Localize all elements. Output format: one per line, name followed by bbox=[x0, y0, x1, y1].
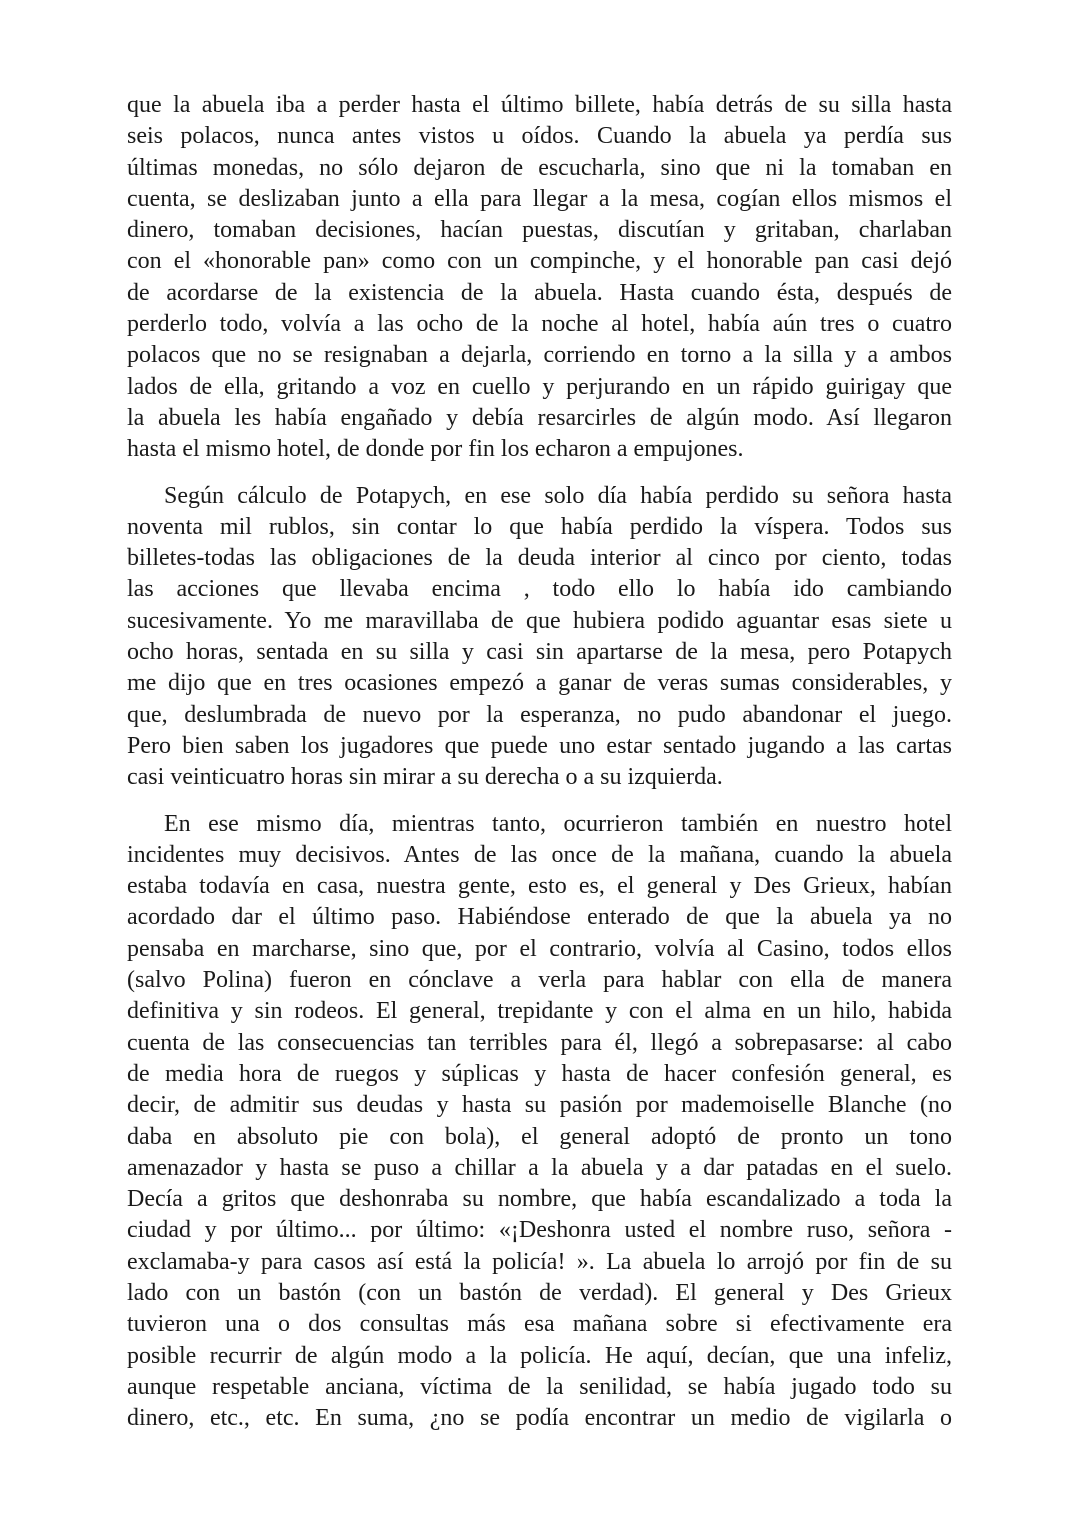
text-line: Decía a gritos que deshonraba su nombre, que había escandalizado a toda la bbox=[127, 1186, 952, 1213]
text-line: sucesivamente. Yo me maravillaba de que hubiera podido aguantar esas siete u bbox=[127, 607, 952, 634]
text-line: En ese mismo día, mientras tanto, ocurrieron también en nuestro hotel bbox=[164, 810, 952, 837]
text-line: polacos que no se resignaban a dejarla, corriendo en torno a la silla y a ambos bbox=[127, 342, 952, 369]
text-line: con el «honorable pan» como con un compinche, y el honorable pan casi dejó bbox=[127, 248, 952, 275]
paragraph-1 bbox=[127, 90, 952, 466]
text-line: la abuela les había engañado y debía resarcirles de algún modo. Así llegaron bbox=[127, 404, 952, 431]
text-line: dinero, etc., etc. En suma, ¿no se podía encontrar un medio de vigilarla o bbox=[127, 1405, 952, 1432]
text-line: noventa mil rublos, sin contar lo que había perdido la víspera. Todos sus bbox=[127, 513, 952, 540]
text-line: estaba todavía en casa, nuestra gente, esto es, el general y Des Grieux, habían bbox=[127, 873, 952, 900]
text-line: dinero, tomaban decisiones, hacían puestas, discutían y gritaban, charlaban bbox=[127, 217, 952, 244]
text-line: las acciones que llevaba encima , todo ello lo había ido cambiando bbox=[127, 576, 952, 603]
text-line: daba en absoluto pie con bola), el general adoptó de pronto un tono bbox=[127, 1123, 952, 1150]
text-line: amenazador y hasta se puso a chillar a la abuela y a dar patadas en el suelo. bbox=[127, 1154, 952, 1181]
text-line: casi veinticuatro horas sin mirar a su derecha o a su izquierda. bbox=[127, 764, 723, 791]
text-line: lados de ella, gritando a voz en cuello y perjurando en un rápido guirigay que bbox=[127, 373, 952, 400]
text-line: posible recurrir de algún modo a la policía. He aquí, decían, que una infeliz, bbox=[127, 1342, 952, 1369]
document-page bbox=[127, 90, 952, 1449]
text-line: hasta el mismo hotel, de donde por fin los echaron a empujones. bbox=[127, 436, 744, 463]
text-line: cuenta de las consecuencias tan terribles para él, llegó a sobrepasarse: al cabo bbox=[127, 1029, 952, 1056]
text-line: ocho horas, sentada en su silla y casi sin apartarse de la mesa, pero Potapych bbox=[127, 639, 952, 666]
text-line: Según cálculo de Potapych, en ese solo día había perdido su señora hasta bbox=[164, 482, 952, 509]
text-line: Pero bien saben los jugadores que puede uno estar sentado jugando a las cartas bbox=[127, 732, 952, 759]
text-line: aunque respetable anciana, víctima de la senilidad, se había jugado todo su bbox=[127, 1373, 952, 1400]
paragraph-3 bbox=[127, 809, 952, 1435]
text-line: tuvieron una o dos consultas más esa mañana sobre si efectivamente era bbox=[127, 1311, 952, 1338]
text-line: de media hora de ruegos y súplicas y hasta de hacer confesión general, es bbox=[127, 1060, 952, 1087]
text-line: acordado dar el último paso. Habiéndose enterado de que la abuela ya no bbox=[127, 904, 952, 931]
text-line: exclamaba-y para casos así está la policía! ». La abuela lo arrojó por fin de su bbox=[127, 1248, 952, 1275]
text-line: billetes-todas las obligaciones de la deuda interior al cinco por ciento, todas bbox=[127, 545, 952, 572]
text-line: lado con un bastón (con un bastón de verdad). El general y Des Grieux bbox=[127, 1279, 952, 1306]
paragraph-2 bbox=[127, 481, 952, 794]
text-line: últimas monedas, no sólo dejaron de escucharla, sino que ni la tomaban en bbox=[127, 154, 952, 181]
text-line: (salvo Polina) fueron en cónclave a verla para hablar con ella de manera bbox=[127, 967, 952, 994]
text-line: de acordarse de la existencia de la abuela. Hasta cuando ésta, después de bbox=[127, 279, 952, 306]
text-line: definitiva y sin rodeos. El general, trepidante y con el alma en un hilo, habida bbox=[127, 998, 952, 1025]
text-line: que, deslumbrada de nuevo por la esperanza, no pudo abandonar el juego. bbox=[127, 701, 952, 728]
text-line: cuenta, se deslizaban junto a ella para llegar a la mesa, cogían ellos mismos el bbox=[127, 185, 952, 212]
text-line: decir, de admitir sus deudas y hasta su pasión por mademoiselle Blanche (no bbox=[127, 1092, 952, 1119]
text-line: ciudad y por último... por último: «¡Deshonra usted el nombre ruso, señora - bbox=[127, 1217, 952, 1244]
text-line: pensaba en marcharse, sino que, por el contrario, volvía al Casino, todos ellos bbox=[127, 935, 952, 962]
text-line: perderlo todo, volvía a las ocho de la noche al hotel, había aún tres o cuatro bbox=[127, 311, 952, 338]
text-line: seis polacos, nunca antes vistos u oídos. Cuando la abuela ya perdía sus bbox=[127, 123, 952, 150]
text-line: incidentes muy decisivos. Antes de las once de la mañana, cuando la abuela bbox=[127, 841, 952, 868]
text-line: me dijo que en tres ocasiones empezó a ganar de veras sumas considerables, y bbox=[127, 670, 952, 697]
text-line: que la abuela iba a perder hasta el último billete, había detrás de su silla hasta bbox=[127, 92, 952, 118]
